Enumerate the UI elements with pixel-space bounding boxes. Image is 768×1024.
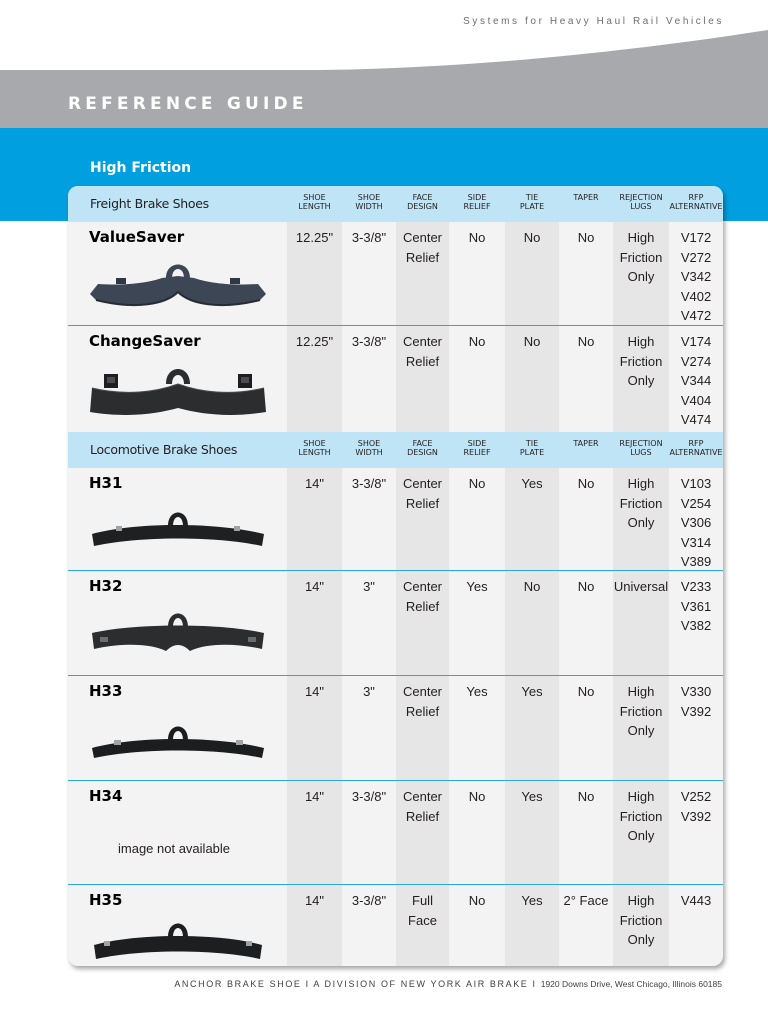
group-header-locomotive: [68, 432, 723, 468]
table-row: [68, 676, 723, 780]
col-header-tie: TIE PLATE: [519, 193, 545, 211]
cell-side-relief: No: [468, 334, 486, 349]
cell-rejection-lugs: High Friction Only: [619, 684, 663, 738]
product-name: H35: [89, 891, 123, 909]
cell-shoe-length: 12.25": [295, 230, 334, 245]
brake-shoe-table: [68, 186, 723, 966]
cell-shoe-width: 3-3/8": [351, 230, 387, 245]
cell-shoe-width: 3-3/8": [351, 476, 387, 491]
table-row: [68, 571, 723, 675]
brake-shoe-image: [86, 496, 270, 566]
table-row: [68, 781, 723, 884]
cell-taper: No: [577, 789, 595, 804]
cell-tie-plate: No: [523, 230, 541, 245]
table-row: [68, 326, 723, 432]
cell-face-design: Center Relief: [402, 334, 443, 369]
col-header-length: SHOE LENGTH: [298, 193, 331, 211]
cell-taper: No: [577, 684, 595, 699]
cell-side-relief: Yes: [466, 684, 488, 699]
tagline: Systems for Heavy Haul Rail Vehicles: [463, 16, 724, 27]
product-name: ChangeSaver: [89, 332, 201, 350]
cell-rfp-alternative: V172 V272 V342 V402 V472: [680, 230, 712, 323]
product-name: H31: [89, 474, 123, 492]
cell-side-relief: No: [468, 789, 486, 804]
cell-tie-plate: Yes: [521, 684, 543, 699]
cell-shoe-width: 3-3/8": [351, 893, 387, 908]
cell-side-relief: No: [468, 476, 486, 491]
cell-shoe-length: 14": [304, 684, 325, 699]
col-header-rfp: RFP ALTERNATIVE: [669, 439, 723, 457]
cell-shoe-width: 3-3/8": [351, 334, 387, 349]
cell-rfp-alternative: V233 V361 V382: [680, 579, 712, 633]
cell-taper: No: [577, 579, 595, 594]
table-row: [68, 468, 723, 570]
cell-side-relief: Yes: [466, 579, 488, 594]
product-name: ValueSaver: [89, 228, 185, 246]
cell-rejection-lugs: Universal: [613, 579, 669, 594]
brake-shoe-image: [86, 913, 270, 966]
col-header-side: SIDE RELIEF: [463, 439, 491, 457]
cell-rejection-lugs: High Friction Only: [619, 789, 663, 843]
cell-rejection-lugs: High Friction Only: [619, 476, 663, 530]
cell-rfp-alternative: V252 V392: [680, 789, 712, 824]
col-header-taper: TAPER: [573, 439, 599, 448]
cell-shoe-length: 12.25": [295, 334, 334, 349]
col-header-face: FACE DESIGN: [407, 193, 438, 211]
section-title: High Friction: [90, 160, 192, 176]
group-title: Freight Brake Shoes: [90, 196, 209, 211]
footer-company: ANCHOR BRAKE SHOE I A DIVISION OF NEW YORK AIR BRAKE I: [174, 979, 541, 989]
cell-shoe-width: 3": [363, 684, 375, 699]
cell-rfp-alternative: V174 V274 V344 V404 V474: [680, 334, 712, 427]
brake-shoe-image: [86, 250, 270, 320]
col-header-rfp: RFP ALTERNATIVE: [669, 193, 723, 211]
page-title: REFERENCE GUIDE: [68, 94, 308, 114]
cell-rejection-lugs: High Friction Only: [619, 230, 663, 284]
col-header-lugs: REJECTION LUGS: [619, 439, 663, 457]
cell-taper: No: [577, 476, 595, 491]
cell-face-design: Center Relief: [402, 476, 443, 511]
group-header-freight: [68, 186, 723, 222]
cell-shoe-length: 14": [304, 579, 325, 594]
col-header-width: SHOE WIDTH: [355, 439, 383, 457]
cell-taper: No: [577, 230, 595, 245]
brake-shoe-image: [86, 704, 270, 774]
cell-shoe-length: 14": [304, 789, 325, 804]
cell-rejection-lugs: High Friction Only: [619, 893, 663, 947]
cell-tie-plate: Yes: [521, 476, 543, 491]
cell-tie-plate: No: [523, 334, 541, 349]
brake-shoe-image: [86, 354, 270, 424]
cell-shoe-length: 14": [304, 476, 325, 491]
cell-taper: No: [577, 334, 595, 349]
cell-side-relief: No: [468, 893, 486, 908]
col-header-width: SHOE WIDTH: [355, 193, 383, 211]
cell-face-design: Center Relief: [402, 684, 443, 719]
footer-address: 1920 Downs Drive, West Chicago, Illinois 60185: [540, 979, 722, 989]
cell-rejection-lugs: High Friction Only: [619, 334, 663, 388]
col-header-taper: TAPER: [573, 193, 599, 202]
col-header-side: SIDE RELIEF: [463, 193, 491, 211]
group-title: Locomotive Brake Shoes: [90, 442, 238, 457]
col-header-length: SHOE LENGTH: [298, 439, 331, 457]
cell-tie-plate: Yes: [521, 789, 543, 804]
cell-side-relief: No: [468, 230, 486, 245]
col-header-tie: TIE PLATE: [519, 439, 545, 457]
cell-face-design: Center Relief: [402, 230, 443, 265]
cell-shoe-width: 3": [363, 579, 375, 594]
cell-shoe-length: 14": [304, 893, 325, 908]
image-unavailable-note: image not available: [118, 841, 231, 856]
footer: [0, 979, 722, 989]
cell-taper: 2° Face: [563, 893, 609, 908]
product-name: H33: [89, 682, 123, 700]
cell-face-design: Center Relief: [402, 579, 443, 614]
cell-face-design: Full Face: [408, 893, 437, 928]
cell-shoe-width: 3-3/8": [351, 789, 387, 804]
cell-tie-plate: Yes: [521, 893, 543, 908]
cell-rfp-alternative: V443: [680, 893, 712, 908]
table-row: [68, 222, 723, 325]
cell-rfp-alternative: V330 V392: [680, 684, 712, 719]
cell-rfp-alternative: V103 V254 V306 V314 V389: [680, 476, 712, 569]
brake-shoe-image: [86, 599, 270, 669]
col-header-face: FACE DESIGN: [407, 439, 438, 457]
cell-face-design: Center Relief: [402, 789, 443, 824]
table-row: [68, 885, 723, 966]
product-name: H34: [89, 787, 123, 805]
product-name: H32: [89, 577, 123, 595]
cell-tie-plate: No: [523, 579, 541, 594]
col-header-lugs: REJECTION LUGS: [619, 193, 663, 211]
